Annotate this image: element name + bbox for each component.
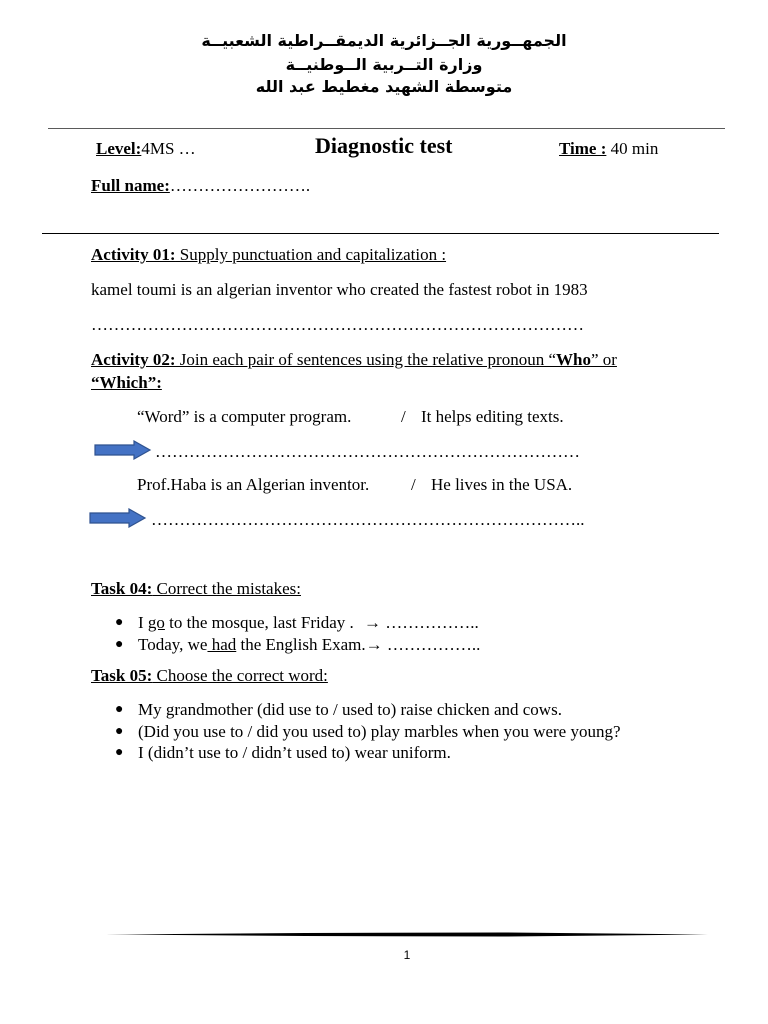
- pair1-sentence-a: “Word” is a computer program.: [137, 407, 352, 426]
- header-school: متوسطة الشهيد مغطيط عبد الله: [255, 77, 513, 96]
- time-label: Time :: [559, 139, 607, 158]
- activity2-heading-line2: [91, 373, 162, 393]
- activity1-instruction: Supply punctuation and capitalization :: [175, 245, 447, 264]
- bullet-icon: ●: [115, 702, 124, 717]
- item-text: (Did you use to / did you used to) play marbles when you were young?: [138, 721, 621, 741]
- list-item: [115, 699, 621, 721]
- level-label: Level:: [96, 139, 142, 158]
- pair1-answer-line: …………………………………………………………………: [155, 442, 580, 461]
- header-divider: [48, 128, 725, 129]
- level-value: 4MS …: [141, 139, 196, 158]
- mistake-word: had: [207, 634, 237, 654]
- task4-label: Task 04:: [91, 579, 153, 598]
- mistake-word: go: [147, 613, 165, 632]
- activity2-which-quote: [91, 373, 162, 392]
- activity2-or: ” or: [590, 350, 617, 369]
- inline-arrow: →: [359, 613, 386, 632]
- header-republic: الجمهــورية الجــزائرية الديمقــراطية الشعبيــة: [201, 31, 567, 50]
- time-field: [559, 139, 658, 159]
- bullet-icon: ●: [115, 636, 124, 652]
- pronoun-which: Which: [99, 373, 148, 392]
- page-title: Diagnostic test: [315, 133, 453, 158]
- full-name-label: Full name:: [91, 176, 170, 195]
- quote-close: ”:: [147, 373, 162, 392]
- task4-list: [115, 612, 481, 655]
- page-number: 1: [403, 948, 411, 962]
- inline-arrow: →: [365, 634, 387, 654]
- list-item: [115, 634, 481, 656]
- footer-divider: [105, 932, 708, 937]
- bullet-icon: ●: [115, 615, 124, 630]
- task4-heading: [91, 579, 301, 599]
- item-text: Today, we: [138, 634, 208, 654]
- item-text: to the mosque, last Friday .: [164, 613, 354, 632]
- bullet-icon: ●: [115, 723, 124, 739]
- item-text: I (didn’t use to / didn’t used to) wear uniform.: [138, 743, 451, 762]
- time-value: 40 min: [606, 139, 659, 158]
- answer-dots: ……………..: [386, 634, 481, 654]
- item-text: the English Exam.: [236, 634, 366, 654]
- pair2-sentence-b: He lives in the USA.: [431, 475, 573, 494]
- right-arrow-icon: [94, 440, 152, 460]
- name-divider: [42, 233, 719, 234]
- full-name-field: [91, 176, 310, 196]
- task5-heading: [91, 666, 328, 686]
- pair2-separator: /: [411, 475, 416, 494]
- task5-instruction: Choose the correct word:: [152, 666, 328, 685]
- level-field: [96, 139, 196, 159]
- bullet-icon: ●: [115, 745, 124, 760]
- activity2-heading: [91, 350, 617, 370]
- list-item: [115, 721, 621, 743]
- answer-dots: ……………..: [385, 613, 479, 632]
- right-arrow-icon: [89, 508, 147, 528]
- pair2-answer-line: …………………………………………………………………..: [151, 510, 585, 529]
- pronoun-who: Who: [556, 350, 591, 369]
- full-name-dots: …………………….: [169, 176, 311, 195]
- list-item: [115, 612, 480, 634]
- item-text: My grandmother (did use to / used to) raise chicken and cows.: [138, 700, 562, 719]
- quote-open: “: [91, 373, 100, 392]
- task4-instruction: Correct the mistakes:: [152, 579, 301, 598]
- list-item: [115, 742, 621, 764]
- activity1-heading: [91, 245, 446, 265]
- task5-list: [115, 699, 621, 764]
- pair2-sentence-a: Prof.Haba is an Algerian inventor.: [137, 475, 370, 494]
- activity2-instruction: [176, 350, 617, 369]
- pair1-sentence-b: It helps editing texts.: [421, 407, 564, 426]
- activity1-sentence: kamel toumi is an algerian inventor who created the fastest robot in 1983: [91, 280, 588, 299]
- pair1-separator: /: [401, 407, 406, 426]
- item-text: I: [138, 613, 148, 632]
- task5-label: Task 05:: [91, 666, 153, 685]
- activity1-answer-line: ……………………………………………………………………………: [91, 315, 584, 334]
- activity2-instruction-text: Join each pair of sentences using the relative pronoun “: [175, 350, 556, 369]
- header-ministry: وزارة التــربية الــوطنيــة: [285, 55, 483, 74]
- activity1-label: Activity 01:: [91, 245, 176, 264]
- activity2-label: Activity 02:: [91, 350, 176, 369]
